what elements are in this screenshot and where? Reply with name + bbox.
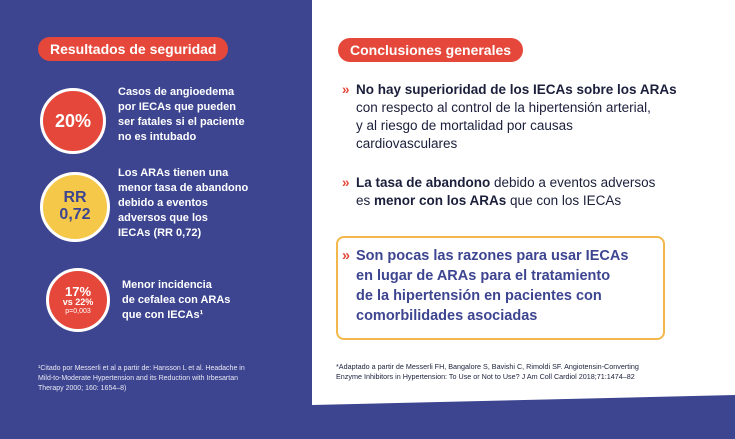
- headache-text: [122, 278, 230, 323]
- chevron-right-icon: »: [342, 248, 351, 264]
- text-line: no es intubado: [118, 131, 197, 143]
- text-line: por IECAs que pueden: [118, 101, 236, 113]
- right-footnote: [336, 362, 696, 382]
- text-line: de cefalea con ARAs: [122, 294, 231, 306]
- bold-text: La tasa de abandono: [356, 175, 491, 190]
- text-line: que con IECAs¹: [122, 309, 204, 321]
- footnote-line: Therapy 2000; 160: 1654–8): [38, 385, 127, 392]
- text-line: ser fatales si el paciente: [118, 116, 245, 128]
- headache-circle: [46, 268, 110, 332]
- text-line: en lugar de ARAs para el tratamiento: [356, 268, 611, 284]
- general-conclusions-heading: Conclusiones generales: [338, 38, 523, 62]
- text-line: con respecto al control de la hipertensión arterial,: [356, 100, 651, 115]
- text-line: Menor incidencia: [122, 279, 212, 291]
- footnote-line: Enzyme Inhibitors in Hypertension: To Use or Not to Use? J Am Coll Cardiol 2018;71:1474–82: [336, 372, 635, 381]
- text-line: Son pocas las razones para usar IECAs: [356, 248, 629, 264]
- text-line: comorbilidades asociadas: [356, 308, 538, 324]
- footnote-line: ¹Citado por Messerli et al a partir de: Hansson L et al. Headache in: [38, 365, 245, 372]
- conclusion-bullet-2: [342, 174, 656, 210]
- safety-results-heading: Resultados de seguridad: [38, 37, 228, 61]
- text: es: [356, 193, 375, 208]
- text-line: menor tasa de abandono: [118, 182, 249, 194]
- text-line: cardiovasculares: [356, 136, 458, 151]
- footnote-line: Mild-to-Moderate Hypertension and its Reduction with Irbesartan: [38, 375, 238, 382]
- text-line: Casos de angioedema: [118, 86, 235, 98]
- angioedema-text: [118, 85, 245, 145]
- text: que con los IECAs: [506, 193, 622, 208]
- text-line: No hay superioridad de los IECAs sobre los ARAs: [356, 82, 677, 97]
- text-line: y al riesgo de mortalidad por causas: [356, 118, 573, 133]
- angioedema-percent: 20%: [54, 110, 92, 131]
- headache-pvalue: p=0,003: [65, 307, 91, 315]
- rr-label: RR: [63, 189, 87, 207]
- chevron-right-icon: »: [342, 82, 350, 97]
- bold-text: menor con los ARAs: [374, 193, 507, 208]
- footnote-line: *Adaptado a partir de Messerli FH, Bangalore S, Bavishi C, Rimoldi SF. Angiotensin-Converting: [336, 362, 639, 371]
- chevron-right-icon: »: [342, 175, 350, 190]
- text-line: adversos que los: [118, 212, 208, 224]
- left-footnote: [38, 364, 245, 394]
- rr-value: 0,72: [59, 206, 91, 223]
- headache-comparison: vs 22%: [62, 297, 94, 308]
- rr-circle: [40, 172, 110, 242]
- text: debido a eventos adversos: [490, 175, 656, 190]
- abandonment-text: [118, 166, 248, 241]
- text-line: de la hipertensión en pacientes con: [356, 288, 602, 304]
- text-line: debido a eventos: [118, 197, 208, 209]
- headache-percent: 17%: [64, 283, 92, 299]
- text-line: Los ARAs tienen una: [118, 167, 229, 179]
- key-message-text: [342, 246, 656, 326]
- conclusion-bullet-1: [342, 81, 677, 153]
- angioedema-circle: [40, 88, 106, 154]
- text-line: IECAs (RR 0,72): [118, 227, 202, 239]
